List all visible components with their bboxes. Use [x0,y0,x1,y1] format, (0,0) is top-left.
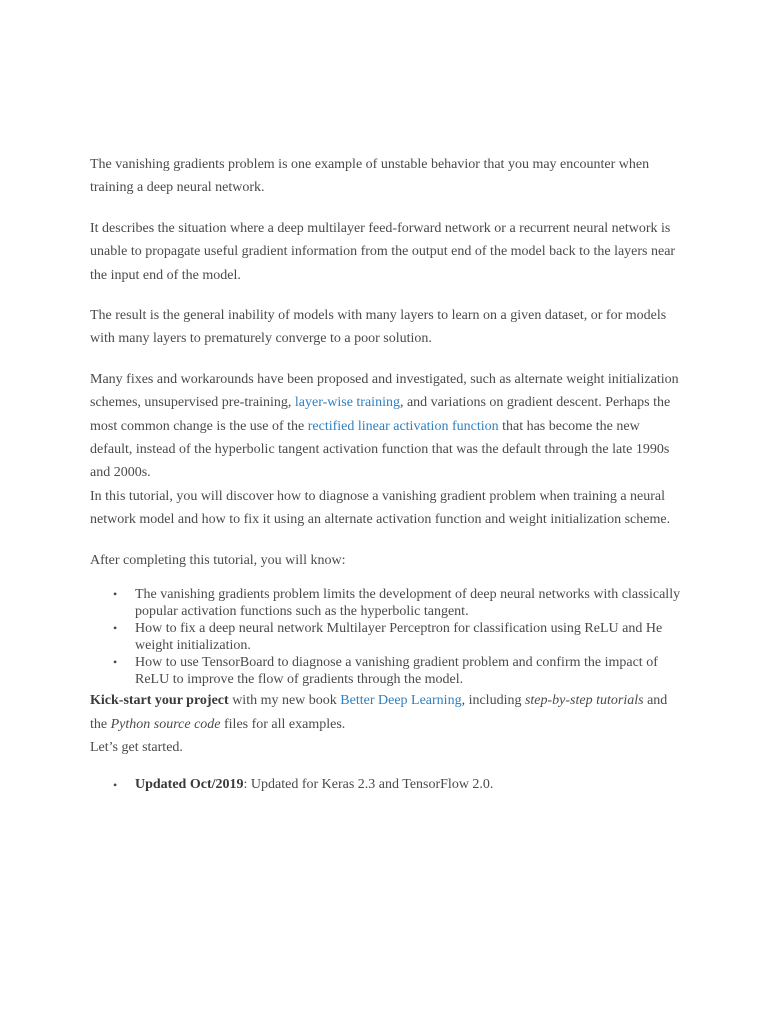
paragraph-text: Many fixes and workarounds have been proposed and investigated, such as alternate weight initialization schemes, unsupervised pre-training, [90,371,679,411]
list-item [90,654,682,688]
promo-italic: Python source code [110,716,221,732]
promo-italic: step-by-step tutorials [524,693,644,709]
paragraph-text: with my new book [228,693,341,709]
bullet-icon: • [113,621,118,636]
list-item [90,620,682,654]
book-link[interactable]: Better Deep Learning [340,693,462,709]
tutorial-paragraph: In this tutorial, you will discover how to diagnose a vanishing gradient problem when training a neural network model and how to fix it using an alternate activation function and weight initialization scheme. [90,488,671,528]
list-item-text: How to use TensorBoard to diagnose a vanishing gradient problem and confirm the impact of ReLU to improve the flow of gradients through the model. [135,655,658,688]
intro-paragraph-3: The result is the general inability of models with many layers to learn on a given dataset, or for models with many layers to prematurely converge to a poor solution. [90,308,667,347]
list-item-text: The vanishing gradients problem limits the development of deep neural networks with classically popular activation functions such as the hyperbolic tangent. [135,587,681,620]
start-paragraph: Let’s get started. [90,739,183,755]
paragraph-text: , and variations on gradient descent. Perhaps the most common change is the use of the [90,395,671,434]
article-body [90,153,682,795]
intro-paragraph-2: It describes the situation where a deep multilayer feed-forward network or a recurrent neural network is unable to propagate useful gradient information from the output end of the model back to the layers near the input end of the model. [90,220,676,283]
relu-activation-link[interactable]: rectified linear activation function [307,418,499,434]
intro-paragraph-4 [90,368,682,485]
promo-paragraph [90,689,682,736]
objectives-intro: After completing this tutorial, you will know: [90,552,346,568]
paragraph-text: that has become the new default, instead of the hyperbolic tangent activation function that was the default through the late 1990s and 2000s. [90,418,670,481]
update-text: : Updated for Keras 2.3 and TensorFlow 2.0. [243,777,494,793]
list-item [90,775,682,795]
bullet-icon: • [113,587,118,602]
list-item-text: How to fix a deep neural network Multilayer Perceptron for classification using ReLU and He weight initialization. [135,621,663,654]
promo-bold: Kick-start your project [90,693,229,709]
layer-wise-training-link[interactable]: layer-wise training [294,395,400,411]
update-list [90,775,682,795]
update-date: Updated Oct/2019 [135,777,244,793]
paragraph-text: , including [461,693,525,709]
bullet-icon: • [113,778,118,793]
bullet-icon: • [113,655,118,670]
list-item [90,586,682,620]
objectives-list [90,586,682,688]
intro-paragraph-1: The vanishing gradients problem is one example of unstable behavior that you may encounter when training a deep neural network. [90,157,650,196]
paragraph-text: files for all examples. [220,716,346,732]
paragraph-text: and the [90,693,668,732]
